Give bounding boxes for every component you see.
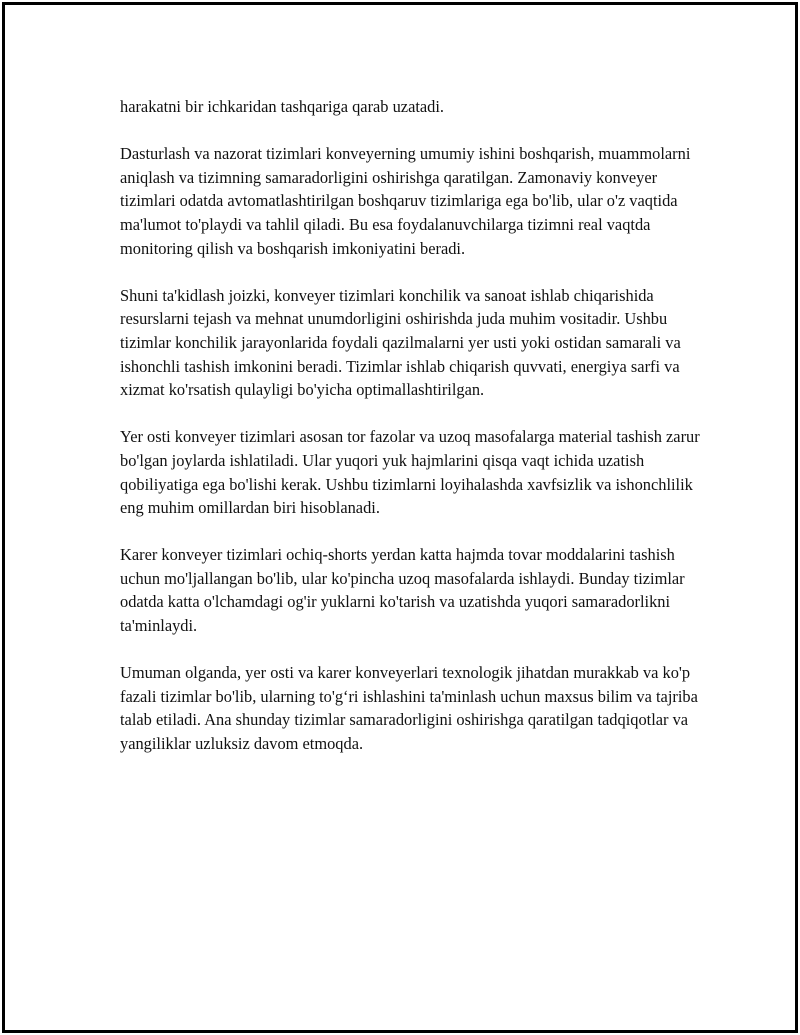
paragraph-5: Karer konveyer tizimlari ochiq-shorts yerdan katta hajmda tovar moddalarini tashish uchun mo'ljallangan bo'lib, ular ko'pincha uzoq masofalarda ishlaydi. Bunday tizimlar odatda katta o'lchamdagi og'ir yuklarni ko'tarish va uzatishda yuqori samaradorlikni ta'minlaydi. <box>120 545 685 636</box>
paragraph-2: Dasturlash va nazorat tizimlari konveyerning umumiy ishini boshqarish, muammolarni aniqlash va tizimning samaradorligini oshirishga qaratilgan. Zamonaviy konveyer tizimlari odatda avtomatlashtirilgan boshqaruv tizimlariga ega bo'lib, ular o'z vaqtida ma'lumot to'playdi va tahlil qiladi. Bu esa foydalanuvchilarga tizimni real vaqtda monitoring qilish va boshqarish imkoniyatini beradi. <box>120 144 691 258</box>
page-frame <box>2 2 798 1033</box>
paragraph-4: Yer osti konveyer tizimlari asosan tor fazolar va uzoq masofalarga material tashish zarur bo'lgan joylarda ishlatiladi. Ular yuqori yuk hajmlarini qisqa vaqt ichida uzatish qobiliyatiga ega bo'lishi kerak. Ushbu tizimlarni loyihalashda xavfsizlik va ishonchlilik eng muhim omillardan biri hisoblanadi. <box>120 427 700 518</box>
paragraph-1: harakatni bir ichkaridan tashqariga qarab uzatadi. <box>120 97 445 116</box>
paragraph-6: Umuman olganda, yer osti va karer konveyerlari texnologik jihatdan murakkab va ko'p fazali tizimlar bo'lib, ularning to'g‘ri ishlashini ta'minlash uchun maxsus bilim va tajriba talab etiladi. Ana shunday tizimlar samaradorligini oshirishga qaratilgan tadqiqotlar va yangiliklar uzluksiz davom etmoqda. <box>120 663 698 754</box>
paragraph-3: Shuni ta'kidlash joizki, konveyer tizimlari konchilik va sanoat ishlab chiqarishida resurslarni tejash va mehnat unumdorligini oshirishda juda muhim vositadir. Ushbu tizimlar konchilik jarayonlarida foydali qazilmalarni yer usti yoki ostidan samarali va ishonchli tashish imkonini beradi. Tizimlar ishlab chiqarish quvvati, energiya sarfi va xizmat ko'rsatish qulayligi bo'yicha optimallashtirilgan. <box>120 285 681 400</box>
document-body <box>120 95 700 779</box>
